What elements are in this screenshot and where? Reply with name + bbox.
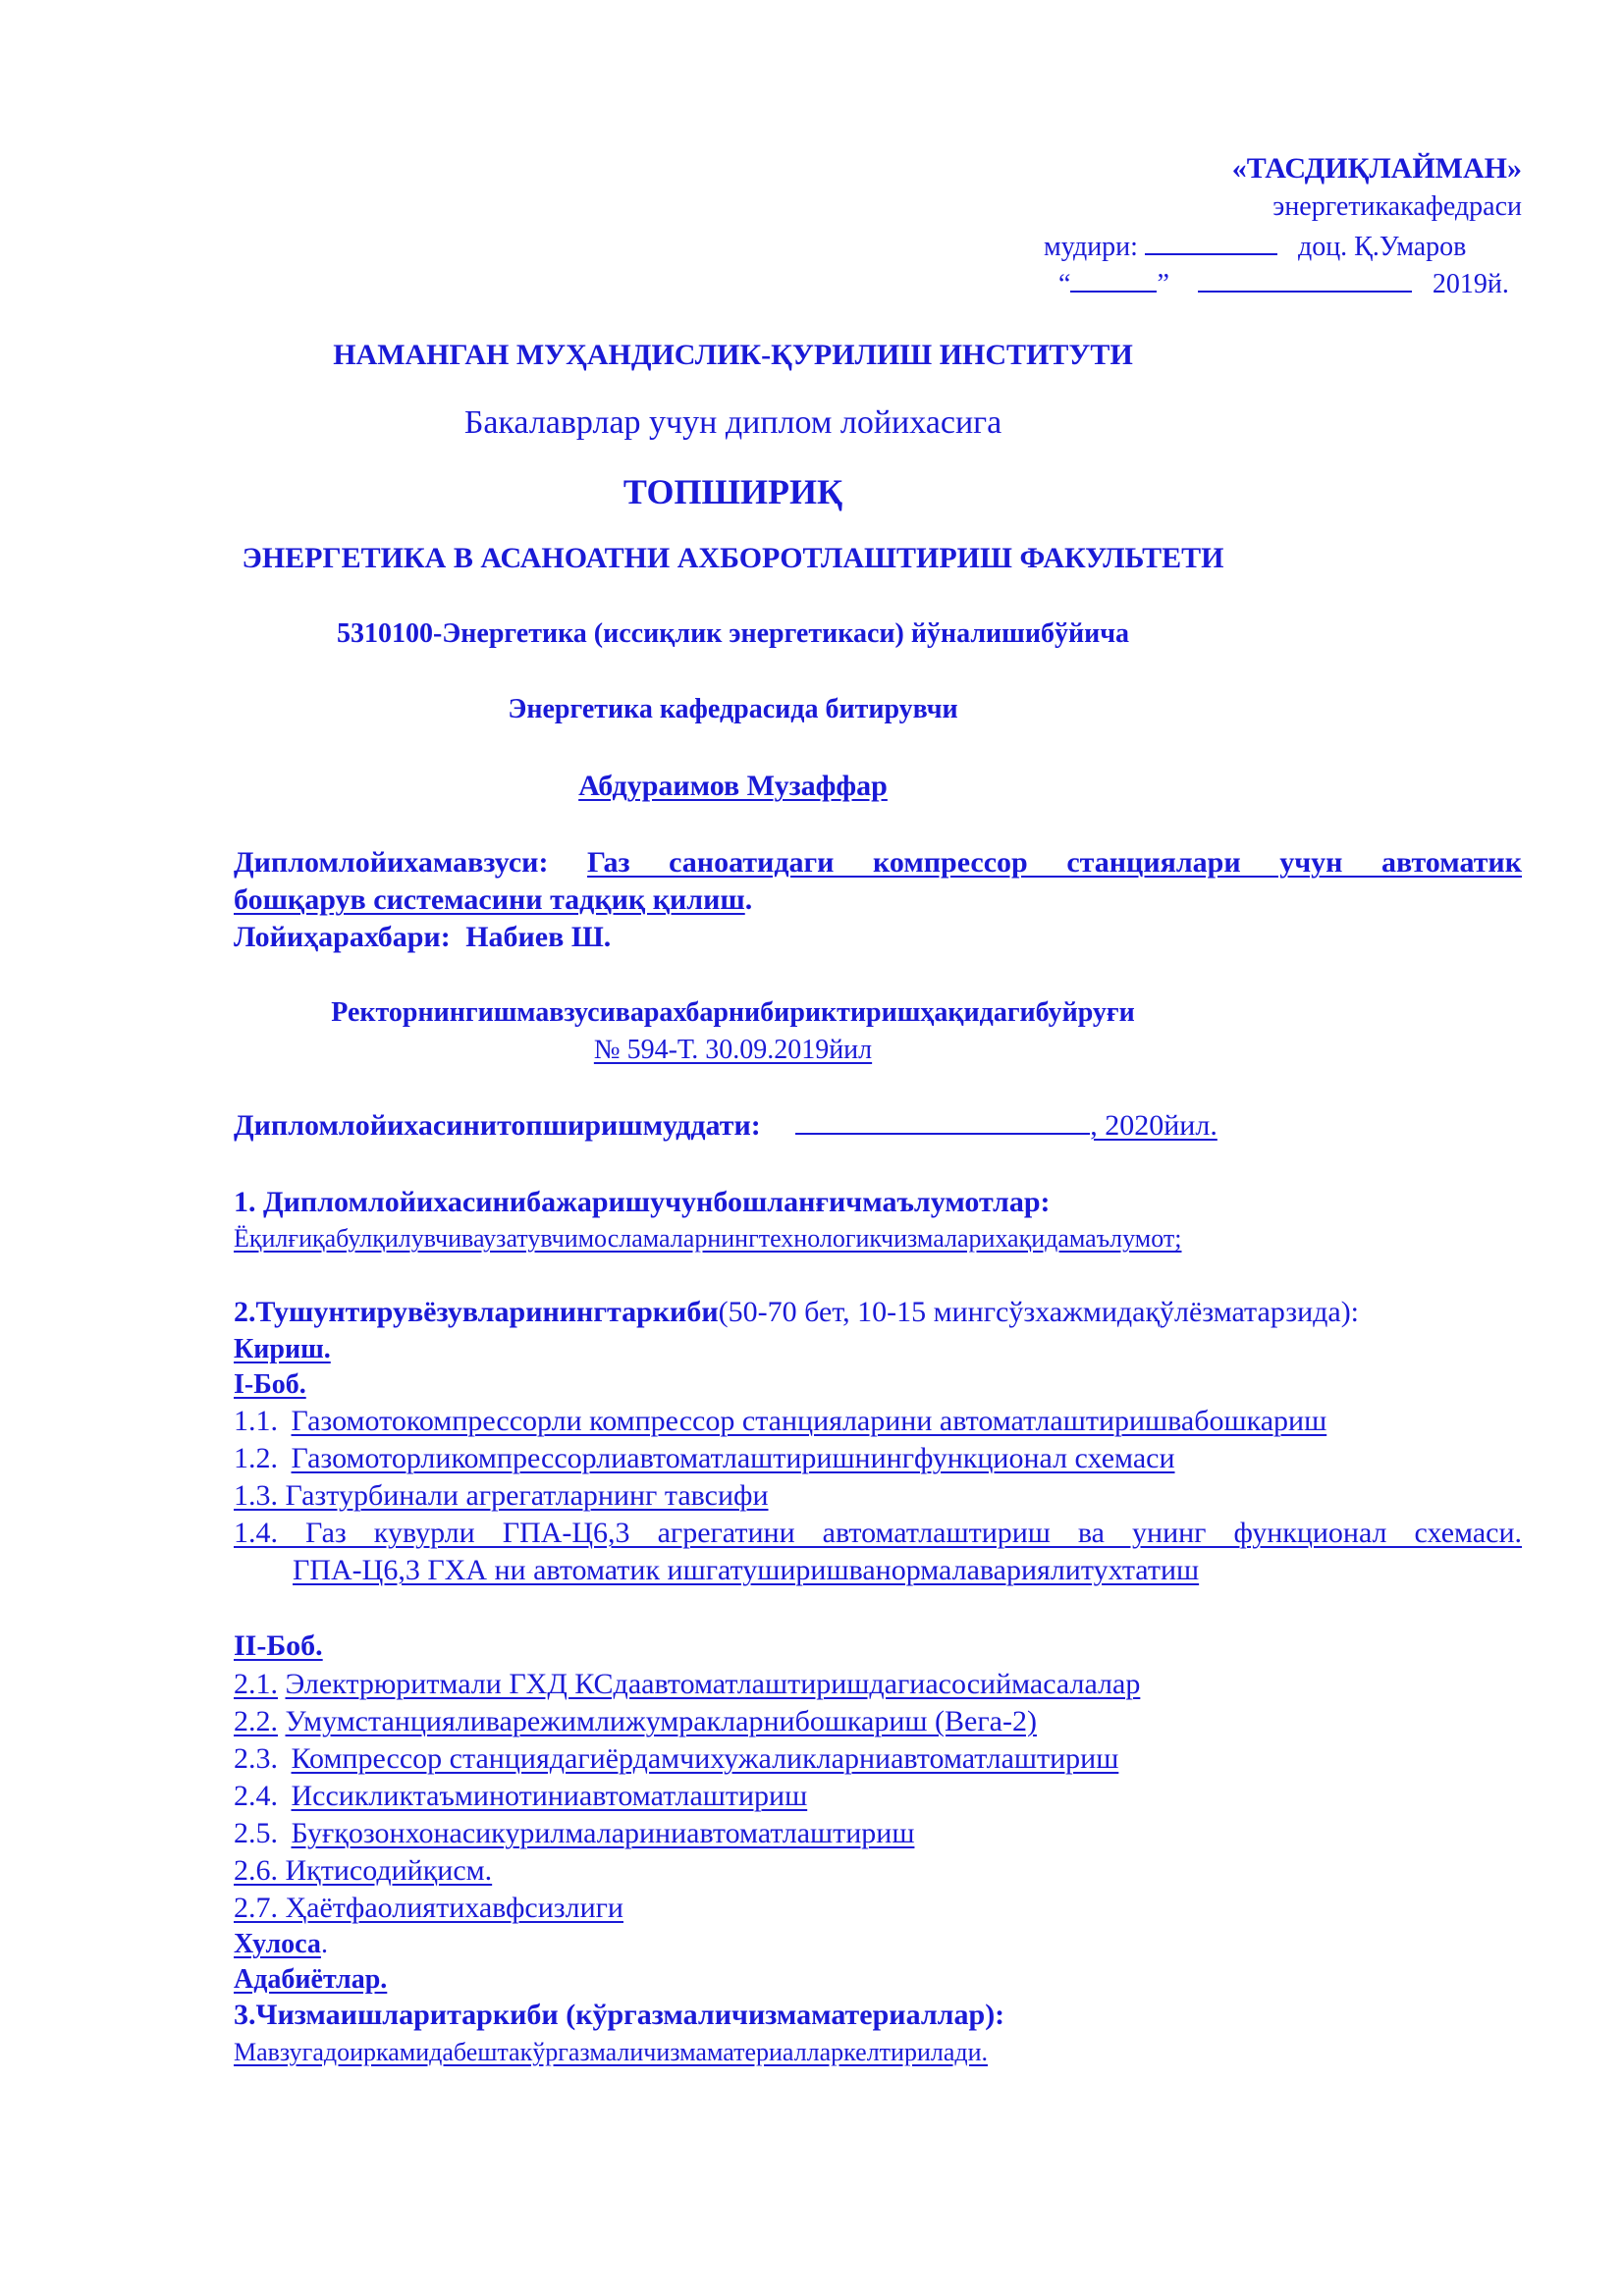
item-text: Ҳаётфаолиятихавфсизлиги: [285, 1892, 623, 1924]
item-number: 2.7.: [234, 1892, 278, 1924]
date-close-quote: ”: [1157, 269, 1169, 299]
section3-text: Мавзугадоиркамидабештакўргазмаличизмаматериалларкелтирилади.: [234, 2038, 989, 2066]
section2-title: 2.Тушунтирувёзувларинингтаркиби: [234, 1296, 719, 1328]
section3-title: 3.Чизмаишларитаркиби (кўргазмаличизмаматериаллар):: [234, 1999, 1005, 2031]
approval-head-name: доц. Қ.Умаров: [1297, 232, 1467, 262]
project-topic-text-1: Газ саноатидаги компрессор станциялари учун автоматик: [587, 846, 1523, 879]
list-item: [234, 1405, 1326, 1438]
item-number: 2.1.: [234, 1668, 278, 1700]
project-topic-label: Дипломлойихамавзуси:: [234, 846, 549, 879]
item-text: Буғқозонхонасикурилмалариниавтоматлаштириш: [291, 1817, 915, 1849]
item-text: Газ кувурли ГПА-Ц6,3 агрегатини автоматлаштириш ва унинг функционал схемаси.: [305, 1517, 1522, 1549]
item-number: 2.5.: [234, 1817, 278, 1849]
order-text: Ректорнингишмавзусиварахбарнибириктиришҳақидагибуйруғи: [331, 997, 1135, 1028]
page-subtitle: Бакалаврлар учун диплом лойихасига: [463, 404, 1002, 441]
list-item: [234, 1780, 807, 1813]
list-item: [234, 1517, 1522, 1550]
project-topic-line2: [234, 883, 752, 917]
item-number: 2.3.: [234, 1742, 278, 1775]
item-number: 2.6.: [234, 1854, 278, 1887]
list-item: [234, 1854, 492, 1888]
month-blank: [1198, 267, 1412, 293]
approval-head-line: [1044, 230, 1466, 263]
intro-label: Кириш.: [234, 1334, 331, 1364]
list-item: [234, 1668, 1140, 1701]
approval-date-line: [1058, 267, 1509, 300]
list-item: [234, 1442, 1175, 1475]
item-text: Иссикликтаъминотиниавтоматлаштириш: [291, 1780, 808, 1812]
supervisor-name: Набиев Ш.: [465, 921, 612, 953]
item-number: 1.4.: [234, 1517, 278, 1549]
supervisor-line: [234, 921, 611, 954]
approval-year: 2019й.: [1432, 269, 1509, 299]
item-text: Газомоторликомпрессорлиавтоматлаштиришнингфункционал схемаси: [291, 1442, 1175, 1474]
faculty-name: ЭНЕРГЕТИКА В АСАНОАТНИ АХБОРОТЛАШТИРИШ ФАКУЛЬТЕТИ: [242, 542, 1224, 574]
institute-name: НАМАНГАН МУҲАНДИСЛИК-ҚУРИЛИШ ИНСТИТУТИ: [333, 339, 1133, 371]
page-title: ТОПШИРИҚ: [622, 472, 843, 511]
item-number: 1.1.: [234, 1405, 278, 1437]
order-number: № 594-Т. 30.09.2019йил: [593, 1035, 873, 1065]
item-number: 2.4.: [234, 1780, 278, 1812]
item-text: Умумстанцияливарежимлижумракларнибошкариш (Вега-2): [285, 1705, 1037, 1737]
list-item: [234, 1892, 623, 1925]
item-number: 2.2.: [234, 1705, 278, 1737]
signature-blank: [1145, 230, 1277, 255]
section1-title: 1. Дипломлойихасинибажаришучунбошланғичмаълумотлар:: [234, 1186, 1051, 1218]
section2-title-note: (50-70 бет, 10-15 мингсўзхажмидақўлёзматарзида):: [718, 1296, 1360, 1328]
approval-head-prefix: мудири:: [1044, 232, 1138, 262]
item-text: Электрюритмали ГХД КСдаавтоматлаштиришдагиасосиймасалалар: [285, 1668, 1141, 1700]
project-topic-text-2: бошқарув системасини тадқиқ қилиш: [234, 883, 745, 916]
list-item: [234, 1705, 1037, 1738]
deadline-value: , 2020йил.: [1090, 1109, 1217, 1142]
deadline-label: Дипломлойихасинитопширишмуддати:: [234, 1109, 761, 1142]
conclusion-label: Хулоса: [234, 1929, 321, 1959]
list-item-continuation: ГПА-Ц6,3 ГХА ни автоматик ишгатуширишванормалавариялитухтатиш: [293, 1554, 1200, 1586]
supervisor-label: Лойиҳарахбари:: [234, 921, 451, 953]
project-topic-line1: [234, 846, 1522, 880]
direction-line: 5310100-Энергетика (иссиқлик энергетикаси) йўналишибўйича: [336, 618, 1130, 649]
item-number: 1.3.: [234, 1479, 278, 1512]
item-number: 1.2.: [234, 1442, 278, 1474]
project-topic-end: .: [744, 883, 753, 916]
date-open-quote: “: [1058, 269, 1071, 299]
list-item: [234, 1742, 1118, 1776]
approval-title: «ТАСДИҚЛАЙМАН»: [1231, 152, 1522, 185]
student-name: Абдураимов Музаффар: [578, 770, 888, 802]
item-text: Газомотокомпрессорли компрессор станцияларини автоматлаштиришвабошкариш: [291, 1405, 1327, 1437]
item-text: Иқтисодийқисм.: [285, 1854, 493, 1887]
chapter2-label: II-Боб.: [234, 1629, 323, 1662]
deadline-blank: [795, 1109, 1090, 1135]
graduate-line: Энергетика кафедрасида битирувчи: [508, 694, 958, 724]
approval-dept: энергетикакафедраси: [1272, 191, 1522, 222]
deadline-line: [234, 1109, 1217, 1143]
item-text: Компрессор станциядагиёрдамчихужаликларниавтоматлаштириш: [291, 1742, 1119, 1775]
chapter1-label: I-Боб.: [234, 1369, 306, 1400]
references-label: Адабиётлар.: [234, 1964, 388, 1995]
conclusion-dot: .: [320, 1929, 328, 1959]
list-item: [234, 1479, 769, 1513]
day-blank: [1070, 267, 1157, 293]
conclusion-line: [234, 1929, 328, 1960]
section2-title-line: [234, 1296, 1359, 1329]
list-item: [234, 1817, 914, 1850]
item-text: Газтурбинали агрегатларнинг тавсифи: [285, 1479, 769, 1512]
section1-text: Ёқилғиқабулқилувчиваузатувчимосламаларнингтехнологикчизмаларихақидамаълумот;: [234, 1224, 1182, 1253]
